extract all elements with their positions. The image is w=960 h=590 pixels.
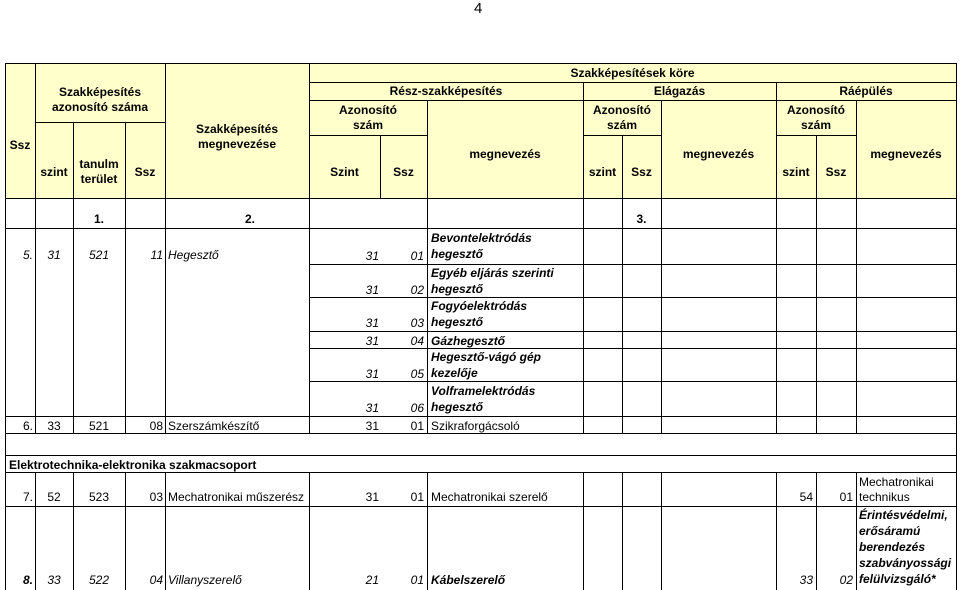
row8-ssz: 8. [22,573,33,587]
row6-sub-ssz: 01 [410,419,424,433]
header-ssz-rae: Ssz [825,165,847,179]
header-azonosito-line1: Szakképesítés [58,85,142,99]
header-tanulm-line1: tanulm [79,157,119,171]
header-azonosito-resz: Azonosító [339,103,397,117]
header-szam-rae: szám [800,118,832,132]
row6-name: Szerszámkészítő [168,419,260,433]
row8-sub-szint: 21 [365,573,379,587]
row6-szint: 33 [47,419,61,433]
header-szam-elag: szám [606,118,638,132]
row5-sub5-szint: 31 [365,367,379,381]
row5-sub1-ssz: 01 [410,249,424,263]
row5-sub5-line1: Hegesztő-vágó gép [431,350,542,364]
row5-terulet: 521 [88,248,110,262]
row7-szint: 52 [47,490,61,504]
header-azonosito-line2: azonosító száma [51,100,149,114]
row7-name: Mechatronikai műszerész [168,490,305,504]
row6-ssz: 6. [22,419,33,433]
header-szam-resz: szám [352,118,384,132]
row8-rae-line2: erősáramú [859,524,921,538]
row5-sub3-ssz: 03 [410,316,424,330]
row7-rae-szint: 54 [799,490,813,504]
group-title: Elektrotechnika-elektronika szakmacsoport [9,458,257,472]
header-raepules: Ráépülés [839,84,893,98]
row5-name: Hegesztő [168,248,219,262]
row8-sub-name: Kábelszerelő [431,573,506,587]
row5-sub4-ssz: 04 [410,334,424,348]
numbering-2: 2. [244,212,255,226]
row6-ssz2: 08 [149,419,163,433]
row8-rae-line3: berendezés [859,540,926,554]
header-ssz2: Ssz [134,165,156,179]
row5-sub4-line1: Gázhegesztő [431,334,506,348]
header-szint-rae: szint [782,165,810,179]
numbering-3: 3. [636,212,647,226]
row8-ssz2: 04 [149,573,163,587]
row5-sub2-line1: Egyéb eljárás szerinti [431,266,554,280]
header-tanulm-line2: terület [80,172,118,186]
row7-sub-ssz: 01 [410,490,424,504]
row6-terulet: 521 [88,419,110,433]
row5-sub4-szint: 31 [365,334,379,348]
row8-terulet: 522 [88,573,110,587]
header-ssz-elag: Ssz [631,165,652,179]
row8-rae-line5: felülvizsgáló* [859,572,936,586]
row5-sub3-line1: Fogyóelektródás [431,299,528,313]
header-megnevezes-line2: megnevezése [197,137,277,151]
header-ssz: Ssz [9,138,31,152]
row8-sub-ssz: 01 [410,573,424,587]
row5-sub2-line2: hegesztő [431,282,484,296]
header-kore: Szakképesítések köre [570,66,695,80]
row5-sub6-ssz: 06 [410,401,424,415]
header-megnevezes-elag: megnevezés [682,147,755,161]
row8-rae-ssz: 02 [839,573,853,587]
row5-sub1-line1: Bevontelektródás [431,231,532,245]
header-ssz-resz: Ssz [393,165,414,179]
row5-sub2-szint: 31 [365,283,379,297]
header-megnevezes-rae: megnevezés [870,147,942,161]
row6-sub-name: Szikraforgácsoló [431,419,520,433]
header-szint-elag: szint [588,165,617,179]
header-szint: szint [40,165,68,179]
row5-ssz2: 11 [150,248,163,262]
row7-ssz: 7. [22,490,33,504]
header-elagazas: Elágazás [653,84,706,98]
row8-name: Villanyszerelő [168,573,242,587]
row5-sub6-line1: Volframelektródás [431,384,536,398]
row5-sub1-line2: hegesztő [431,247,484,261]
header-megnevezes-line1: Szakképesítés [195,122,279,136]
numbering-1: 1. [93,212,104,226]
header-azonosito-elag: Azonosító [593,103,651,117]
header-szint-resz: Szint [330,165,359,179]
header-azonosito-rae: Azonosító [787,103,845,117]
row5-sub1-szint: 31 [365,249,379,263]
row5-sub6-szint: 31 [365,401,379,415]
row8-rae-szint: 33 [799,573,813,587]
row7-ssz2: 03 [149,490,163,504]
row8-rae-line4: szabványossági [859,556,952,570]
row7-rae-line1: Mechatronikai [859,475,934,489]
row5-sub3-line2: hegesztő [431,315,484,329]
row6-sub-szint: 31 [365,419,379,433]
row8-rae-line1: Érintésvédelmi, [859,508,948,522]
row5-szint: 31 [47,248,61,262]
header-megnevezes-resz: megnevezés [469,147,541,161]
row7-sub-name: Mechatronikai szerelő [431,490,548,504]
row5-sub3-szint: 31 [365,316,379,330]
row5-sub5-line2: kezelője [431,366,478,380]
row5-sub5-ssz: 05 [410,367,424,381]
row7-terulet: 523 [88,490,110,504]
page-number: 4 [474,0,483,17]
row7-rae-line2: technikus [859,490,910,504]
row5-sub6-line2: hegesztő [431,400,484,414]
row5-sub2-ssz: 02 [410,283,424,297]
row7-sub-szint: 31 [365,490,379,504]
row8-szint: 33 [47,573,61,587]
row5-ssz: 5. [22,248,33,262]
row7-rae-ssz: 01 [839,490,853,504]
header-resz: Rész-szakképesítés [389,84,503,98]
